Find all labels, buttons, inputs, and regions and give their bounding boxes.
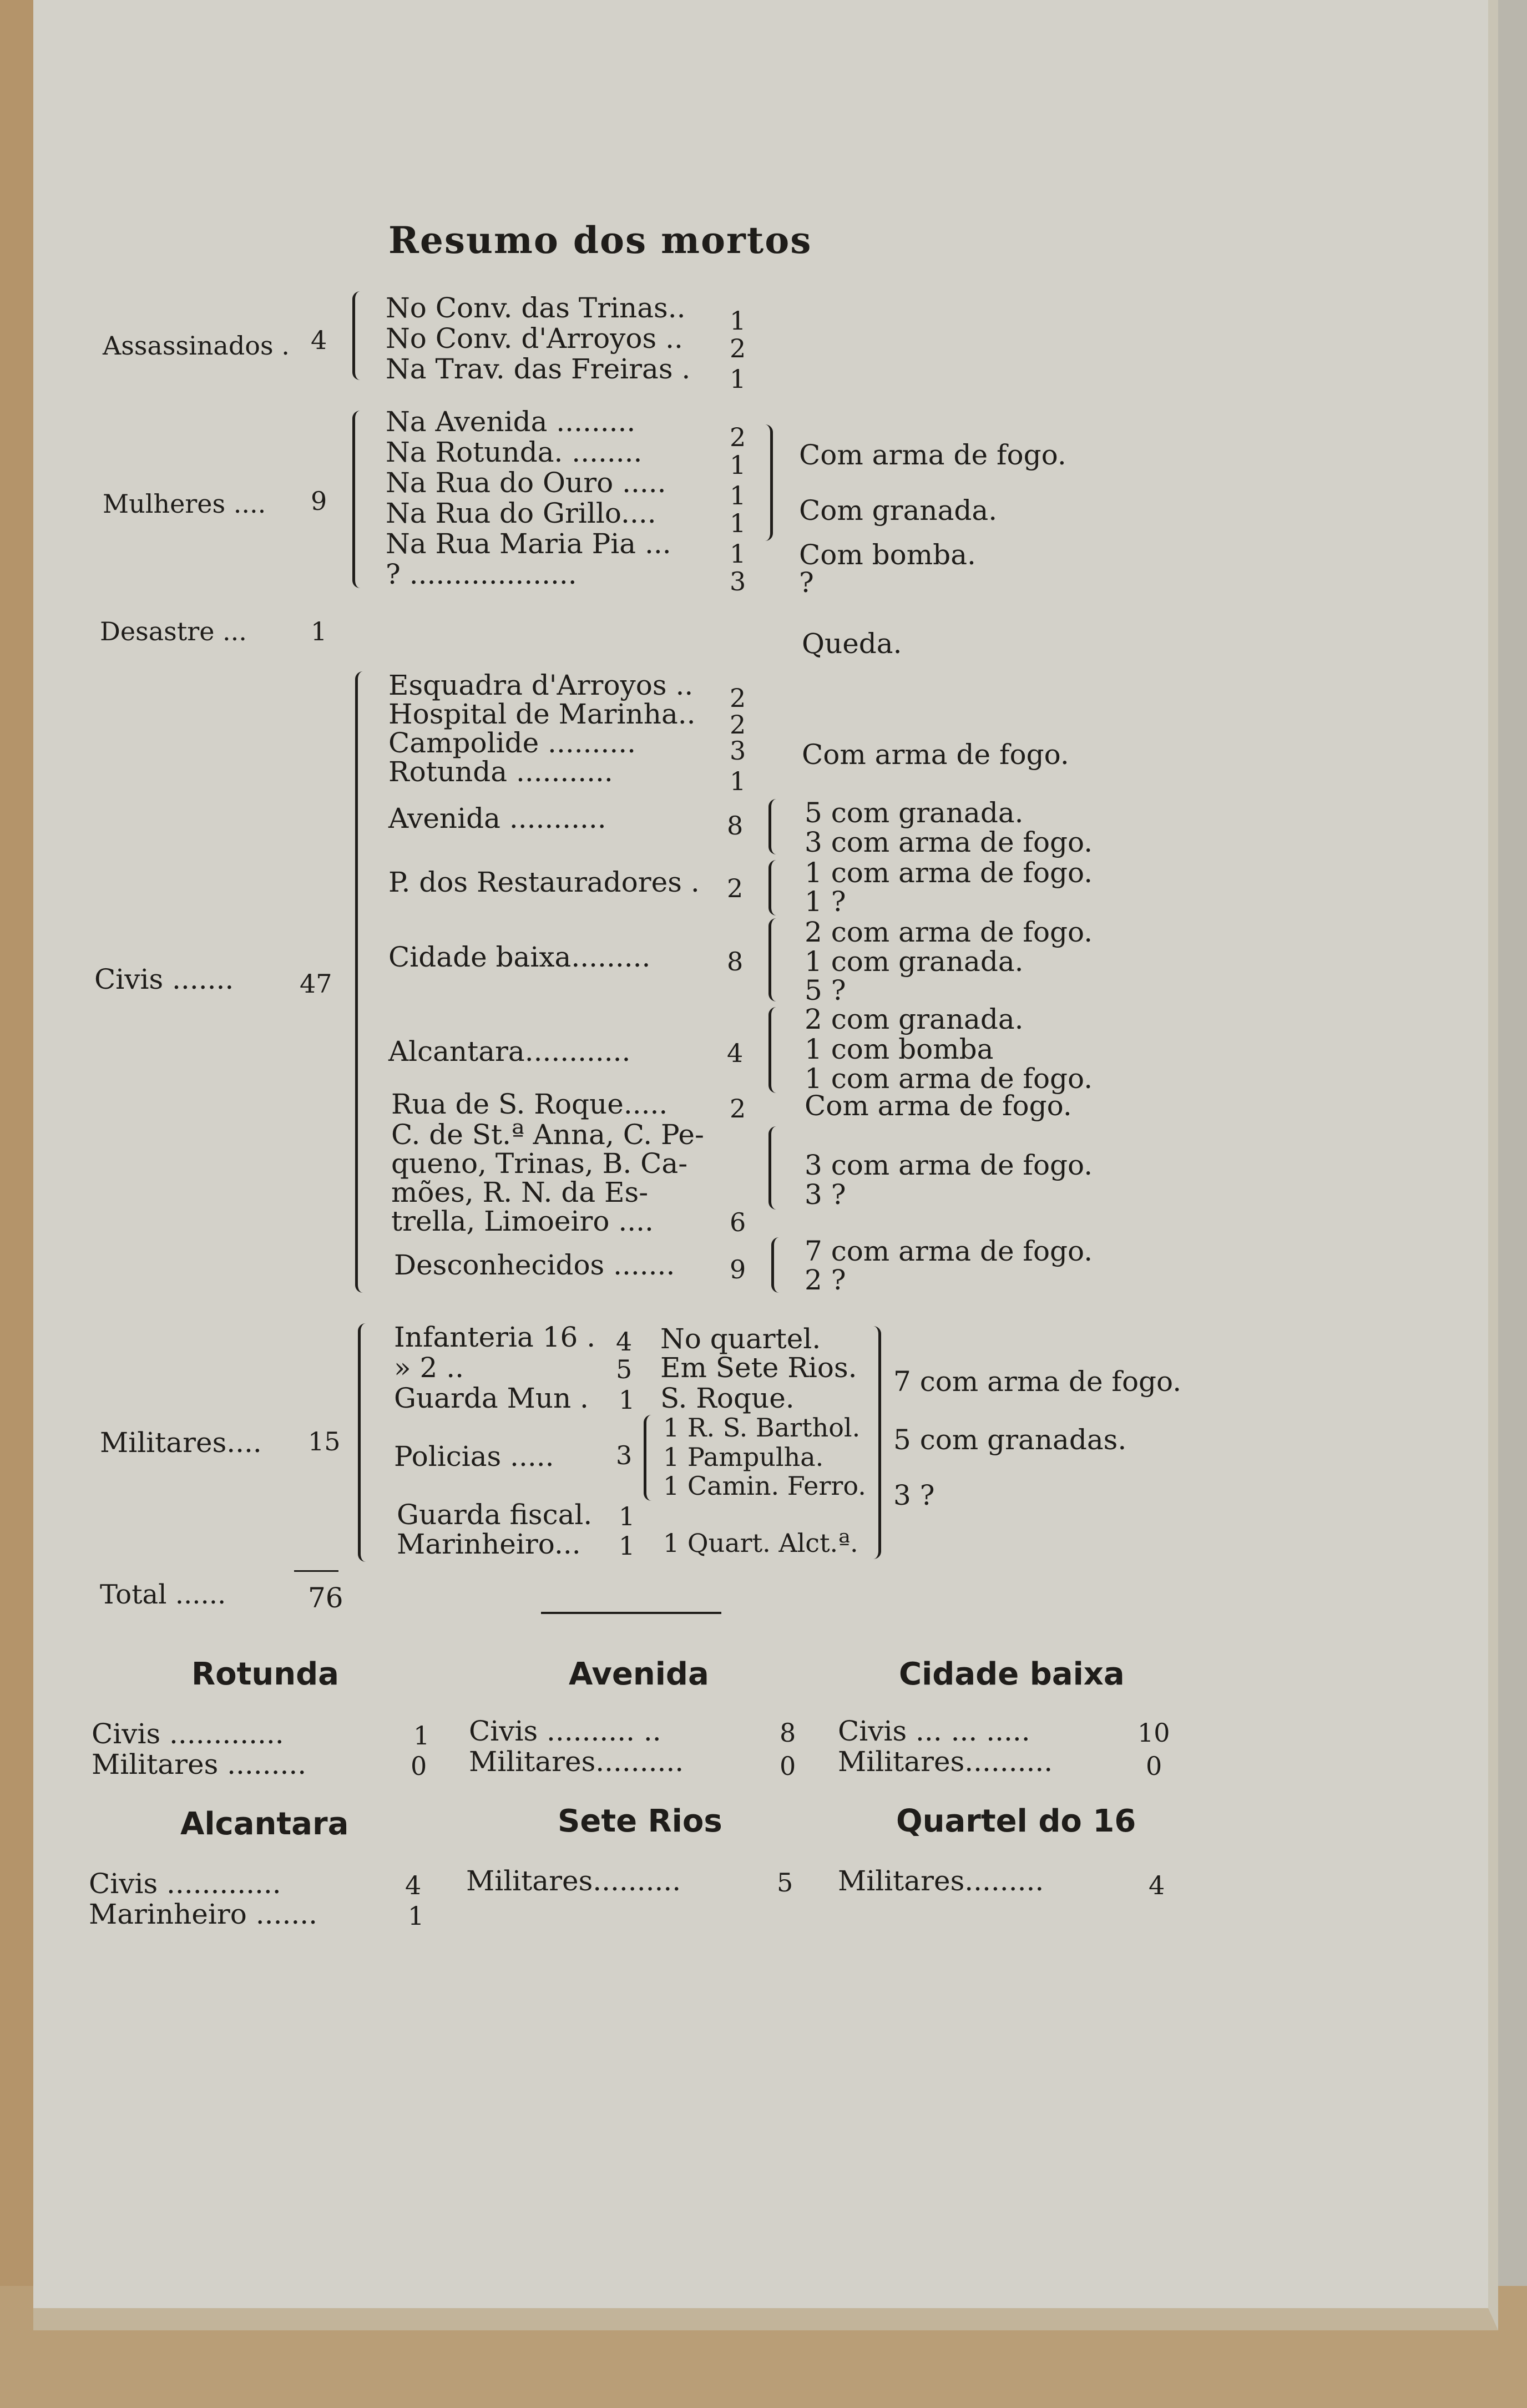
militares-where: 1 Quart. Alct.ª.: [663, 1528, 858, 1558]
civis-count: 3: [730, 736, 746, 766]
militares-count: 3: [616, 1440, 633, 1470]
militares-unit: Infanteria 16 .: [394, 1321, 596, 1353]
civis-place: Hospital de Marinha..: [388, 698, 696, 730]
civis-place: Rua de S. Roque.....: [391, 1088, 668, 1120]
policias-where: 1 Pampulha.: [663, 1442, 824, 1472]
militares-count: 1: [619, 1531, 635, 1561]
civis-cause: 3 com arma de fogo.: [805, 826, 1093, 858]
mulheres-total: 9: [311, 486, 327, 516]
total-value: 76: [308, 1582, 343, 1614]
civis-count: 2: [730, 710, 746, 740]
civis-cause: 2 ?: [805, 1264, 846, 1296]
militares-brace: [358, 1323, 368, 1562]
summary-value: 1: [408, 1901, 424, 1931]
civis-cause: 5 ?: [805, 974, 846, 1006]
total-label: Total ......: [100, 1579, 226, 1610]
summary-value: 10: [1137, 1718, 1170, 1748]
civis-count: 8: [727, 947, 744, 977]
page-title: Resumo dos mortos: [388, 219, 812, 262]
mulheres-cause: Com bomba.: [799, 539, 976, 571]
civis-place: Alcantara............: [388, 1035, 631, 1068]
desastre-label: Desastre ...: [100, 616, 247, 646]
desastre-cause: Queda.: [802, 628, 902, 660]
civis-place: Esquadra d'Arroyos ..: [388, 669, 694, 701]
summary-key: Militares..........: [469, 1746, 684, 1778]
civis-cause: 3 ?: [805, 1178, 846, 1211]
summary-key: Civis ... ... .....: [838, 1715, 1030, 1747]
civis-cause: 2 com granada.: [805, 1003, 1024, 1035]
civis-place: Cidade baixa.........: [388, 941, 651, 973]
summary-value: 5: [777, 1868, 793, 1898]
summary-value: 0: [780, 1751, 796, 1781]
civis-place: P. dos Restauradores .: [388, 866, 700, 898]
militares-cause-brace: [871, 1326, 881, 1559]
summary-heading: Cidade baixa: [899, 1656, 1125, 1692]
mulheres-count: 2: [730, 422, 746, 452]
civis-cause: 3 com arma de fogo.: [805, 1149, 1093, 1181]
militares-count: 1: [619, 1501, 635, 1531]
civis-total: 47: [300, 969, 332, 999]
militares-unit: Policias .....: [394, 1440, 554, 1473]
section-divider: [541, 1612, 721, 1614]
summary-value: 0: [411, 1751, 427, 1781]
assassinados-total: 4: [311, 325, 327, 355]
mulheres-place: Na Rotunda. ........: [386, 436, 643, 468]
civis-place: Campolide ..........: [388, 727, 636, 759]
civis-count: 9: [730, 1254, 746, 1284]
mulheres-count: 1: [730, 508, 746, 538]
summary-key: Civis .............: [92, 1718, 284, 1750]
civis-count: 8: [727, 811, 744, 841]
summary-value: 1: [413, 1721, 430, 1751]
militares-count: 5: [616, 1354, 633, 1384]
civis-count: 4: [727, 1038, 744, 1068]
militares-count: 1: [619, 1385, 635, 1415]
mulheres-cause: Com arma de fogo.: [799, 439, 1066, 471]
civis-cause: 1 ?: [805, 886, 846, 918]
mulheres-count: 1: [730, 539, 746, 569]
militares-unit: Marinheiro...: [397, 1528, 581, 1560]
civis-cause: Com arma de fogo.: [802, 738, 1069, 771]
mulheres-place: Na Rua Maria Pia ...: [386, 528, 671, 560]
mulheres-count: 3: [730, 566, 746, 596]
civis-cause: 2 com arma de fogo.: [805, 916, 1093, 948]
civis-cause: 1 com arma de fogo.: [805, 1063, 1093, 1095]
policias-where: 1 Camin. Ferro.: [663, 1471, 866, 1501]
militares-where: S. Roque.: [660, 1382, 795, 1414]
summary-key: Militares .........: [92, 1748, 307, 1780]
summary-heading: Alcantara: [180, 1806, 349, 1842]
assassinados-brace: [352, 291, 362, 380]
civis-label: Civis .......: [94, 963, 234, 995]
policias-brace: [644, 1415, 654, 1501]
assassinados-label: Assassinados .: [103, 331, 290, 361]
civis-cause: 7 com arma de fogo.: [805, 1235, 1093, 1267]
summary-value: 8: [780, 1718, 796, 1748]
civis-cause: 1 com bomba: [805, 1033, 994, 1065]
civis-place: mões, R. N. da Es-: [391, 1176, 649, 1208]
mulheres-cause-brace: [763, 424, 773, 541]
militares-where: Em Sete Rios.: [660, 1352, 857, 1384]
summary-key: Militares..........: [466, 1865, 681, 1897]
summary-heading: Rotunda: [191, 1656, 339, 1692]
summary-heading: Avenida: [569, 1656, 709, 1692]
civis-restauradores-brace: [768, 860, 778, 915]
summary-heading: Sete Rios: [558, 1803, 722, 1839]
policias-where: 1 R. S. Barthol.: [663, 1413, 861, 1443]
civis-cause: Com arma de fogo.: [805, 1090, 1072, 1122]
militares-label: Militares....: [100, 1426, 262, 1459]
civis-count: 6: [730, 1207, 746, 1237]
civis-count: 2: [730, 683, 746, 713]
civis-cause: 5 com granada.: [805, 797, 1024, 829]
militares-unit: Guarda fiscal.: [397, 1499, 593, 1531]
summary-key: Marinheiro .......: [89, 1898, 318, 1930]
mulheres-cause: Com granada.: [799, 494, 998, 527]
mulheres-cause: ?: [799, 566, 814, 599]
assassinados-place: No Conv. d'Arroyos ..: [386, 322, 683, 355]
summary-key: Civis .......... ..: [469, 1715, 661, 1747]
summary-value: 0: [1146, 1751, 1162, 1781]
militares-unit: » 2 ..: [394, 1352, 464, 1384]
mulheres-count: 1: [730, 480, 746, 510]
civis-cause: 1 com arma de fogo.: [805, 857, 1093, 889]
militares-where: No quartel.: [660, 1323, 821, 1355]
assassinados-place: Na Trav. das Freiras .: [386, 353, 691, 385]
civis-avenida-brace: [768, 799, 778, 854]
civis-alcantara-brace: [768, 1007, 778, 1093]
civis-place: Avenida ...........: [388, 802, 606, 834]
civis-count: 2: [727, 873, 744, 903]
militares-unit: Guarda Mun .: [394, 1382, 589, 1414]
civis-cidade-brace: [768, 918, 778, 1001]
civis-anna-brace: [768, 1126, 778, 1210]
assassinados-count: 2: [730, 333, 746, 363]
summary-heading: Quartel do 16: [896, 1803, 1136, 1839]
assassinados-count: 1: [730, 306, 746, 336]
mulheres-place: Na Rua do Grillo....: [386, 497, 656, 529]
summary-value: 4: [1149, 1870, 1165, 1900]
assassinados-place: No Conv. das Trinas..: [386, 292, 686, 324]
summary-key: Militares..........: [838, 1746, 1053, 1778]
militares-total: 15: [308, 1426, 341, 1456]
total-rule: [294, 1570, 338, 1572]
militares-cause: 7 com arma de fogo.: [893, 1365, 1182, 1398]
mulheres-label: Mulheres ....: [103, 489, 266, 519]
civis-place: trella, Limoeiro ....: [391, 1205, 654, 1237]
civis-cause: 1 com granada.: [805, 945, 1024, 978]
mulheres-place: Na Rua do Ouro .....: [386, 467, 666, 499]
civis-desconhecidos-brace: [771, 1237, 781, 1293]
mulheres-place: ? ...................: [386, 558, 577, 590]
civis-place: Desconhecidos .......: [394, 1249, 675, 1281]
desastre-total: 1: [311, 616, 327, 646]
militares-cause: 3 ?: [893, 1479, 935, 1511]
civis-count: 1: [730, 766, 746, 796]
summary-key: Civis .............: [89, 1868, 281, 1900]
summary-key: Militares.........: [838, 1865, 1044, 1897]
mulheres-brace: [352, 411, 362, 588]
assassinados-count: 1: [730, 364, 746, 394]
summary-value: 4: [405, 1870, 422, 1900]
civis-place: C. de St.ª Anna, C. Pe-: [391, 1119, 704, 1151]
mulheres-place: Na Avenida .........: [386, 406, 636, 438]
militares-cause: 5 com granadas.: [893, 1424, 1127, 1456]
militares-count: 4: [616, 1327, 633, 1357]
civis-count: 2: [730, 1094, 746, 1124]
civis-brace: [355, 671, 365, 1293]
civis-place: queno, Trinas, B. Ca-: [391, 1147, 688, 1180]
civis-place: Rotunda ...........: [388, 756, 613, 788]
mulheres-count: 1: [730, 450, 746, 480]
